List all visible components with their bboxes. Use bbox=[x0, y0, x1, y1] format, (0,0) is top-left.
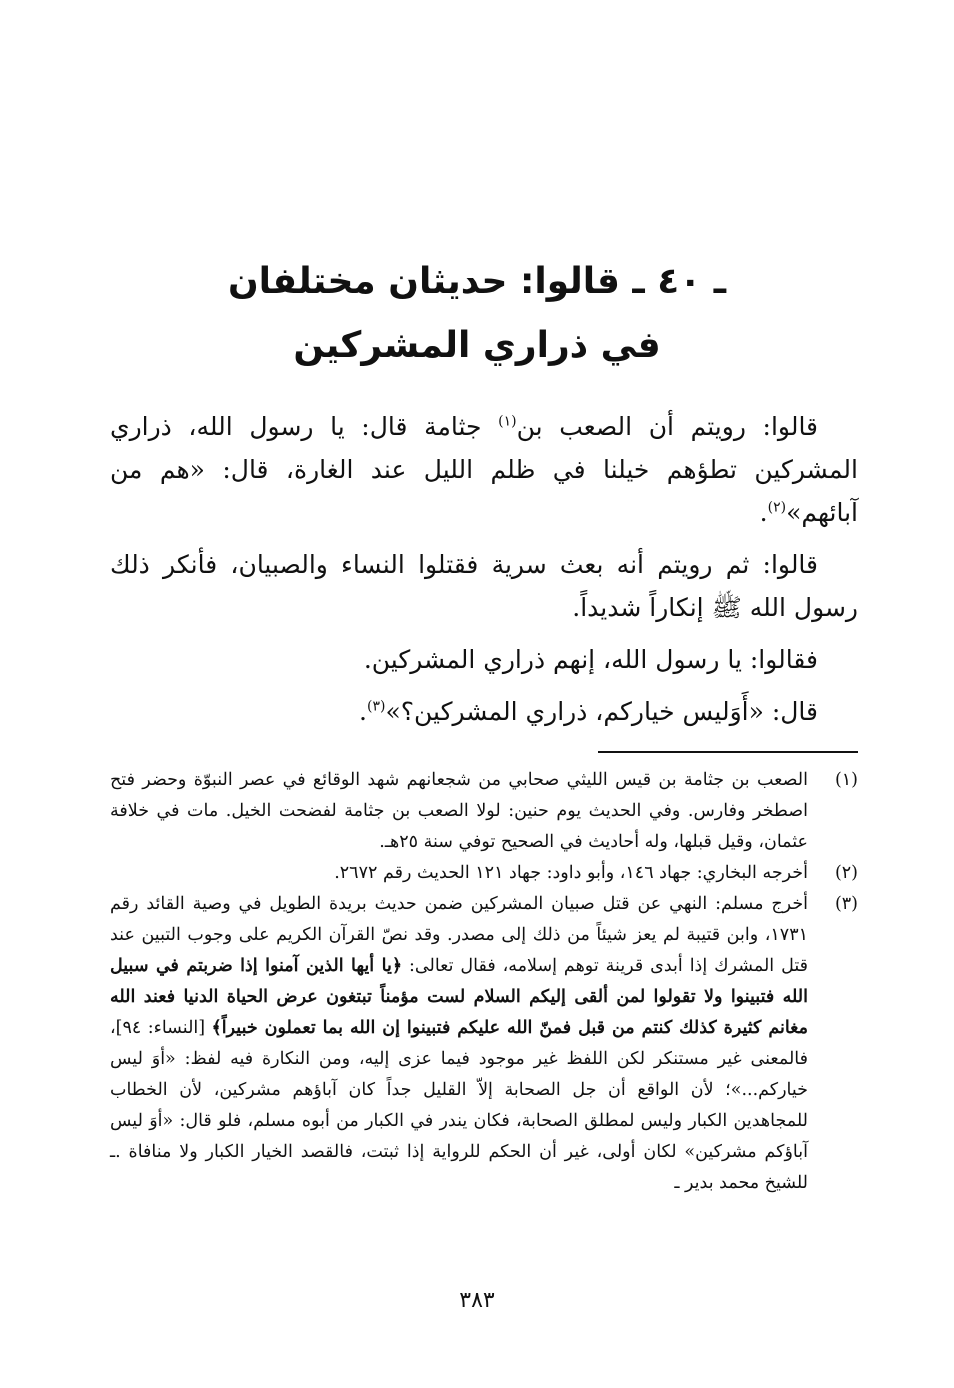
footnote-ref-2: (٢) bbox=[767, 499, 787, 516]
footnote-1-number: (١) bbox=[834, 770, 858, 790]
quran-verse: ﴿يا أيها الذين آمنوا إذا ضربتم في سبيل الله فتبينوا ولا تقولوا لمن ألقى إليكم السلام لست مؤمناً تبتغون عرض الحياة الدنيا فعند الله مغانم كثيرة كذلك كنتم من قبل فمنّ الله عليكم فتبينوا إن الله بما تعملون خبيراً﴾ bbox=[110, 956, 808, 1038]
paragraph-1-text-a: قالوا: رويتم أن الصعب بن bbox=[516, 412, 819, 441]
page-number: ٣٨٣ bbox=[459, 1288, 495, 1313]
footnote-1-text: الصعب بن جثامة بن قيس الليثي صحابي من شجعانهم شهد الوقائع في عصر النبوّة وحضر فتح اصطخر وفارس. وفي الحديث يوم حنين: لولا الصعب بن جثامة لفضحت الخيل. مات في خلافة عثمان، وقيل قبلها، وله أحاديث في الصحيح توفي سنة ٢٥هـ. bbox=[110, 770, 808, 852]
footnotes bbox=[110, 765, 858, 1199]
chapter-title bbox=[110, 250, 844, 378]
footnote-3-text-b: [النساء: ٩٤]، فالمعنى غير مستنكر لكن اللفظ غير موجود فيما عزى إليه، ومن النكارة فيه لفظ: «أوَ ليس خياركم...»؛ لأن الواقع أن جل الصحابة إلاّ القليل جداً كان آباؤهم مشركين، لأن الخطاب للمجاهدين الكبار وليس لمطلق الصحابة، فكان يندر في الكبار من أبوه مسلم، فلو قال: «أوَ ليس آباؤكم مشركين» لكان أولى، غير أن الحكم للرواية إذا ثبتت، فالقصد الخيار الكبار ولا منافاة .ـ للشيخ محمد بدير ـ bbox=[110, 1018, 808, 1193]
footnote-separator bbox=[598, 751, 858, 753]
paragraph-2: قالوا: ثم رويتم أنه بعث سرية فقتلوا النساء والصبيان، فأنكر ذلك رسول الله ﷺ إنكاراً شديداً. bbox=[110, 550, 858, 622]
paragraph-1-end: . bbox=[759, 498, 768, 527]
main-text bbox=[110, 405, 858, 742]
paragraph-1-text-b: جثامة قال: يا رسول الله، ذراري المشركين تطؤهم خيلنا في ظلم الليل عند الغارة، قال: «هم من آبائهم» bbox=[110, 412, 858, 527]
footnote-2 bbox=[110, 858, 858, 889]
paragraph-4-text: قال: «أَوَليس خياركم، ذراري المشركين؟» bbox=[385, 697, 818, 726]
paragraph-4 bbox=[110, 690, 858, 733]
footnote-3-text-a: أخرج مسلم: النهي عن قتل صبيان المشركين ضمن حديث بريدة الطويل في وصية القائد رقم ١٧٣١، وابن قتيبة لم يعز شيئاً من ذلك إلى مصدر. وقد نصّ القرآن الكريم على وجوب التبين عند قتل المشرك إذا أبدى قرينة توهم إسلامه، فقال تعالى: bbox=[110, 894, 808, 976]
footnote-2-text: أخرجه البخاري: جهاد ١٤٦، وأبو داود: جهاد ١٢١ الحديث رقم ٢٦٧٢. bbox=[334, 863, 808, 883]
footnote-ref-1: (١) bbox=[498, 413, 517, 430]
chapter-title-line-2: في ذراري المشركين bbox=[293, 325, 661, 366]
paragraph-4-end: . bbox=[359, 697, 367, 726]
footnote-1 bbox=[110, 765, 858, 858]
footnote-3-text bbox=[110, 889, 808, 1199]
footnote-3-number: (٣) bbox=[834, 894, 858, 914]
paragraph-1 bbox=[110, 405, 858, 534]
footnote-2-number: (٢) bbox=[834, 863, 858, 883]
footnote-3 bbox=[110, 889, 858, 1199]
paragraph-3: فقالوا: يا رسول الله، إنهم ذراري المشركين. bbox=[363, 645, 818, 674]
chapter-title-line-1: ـ ٤٠ ـ قالوا: حديثان مختلفان bbox=[227, 261, 727, 302]
footnote-ref-3: (٣) bbox=[366, 698, 386, 715]
